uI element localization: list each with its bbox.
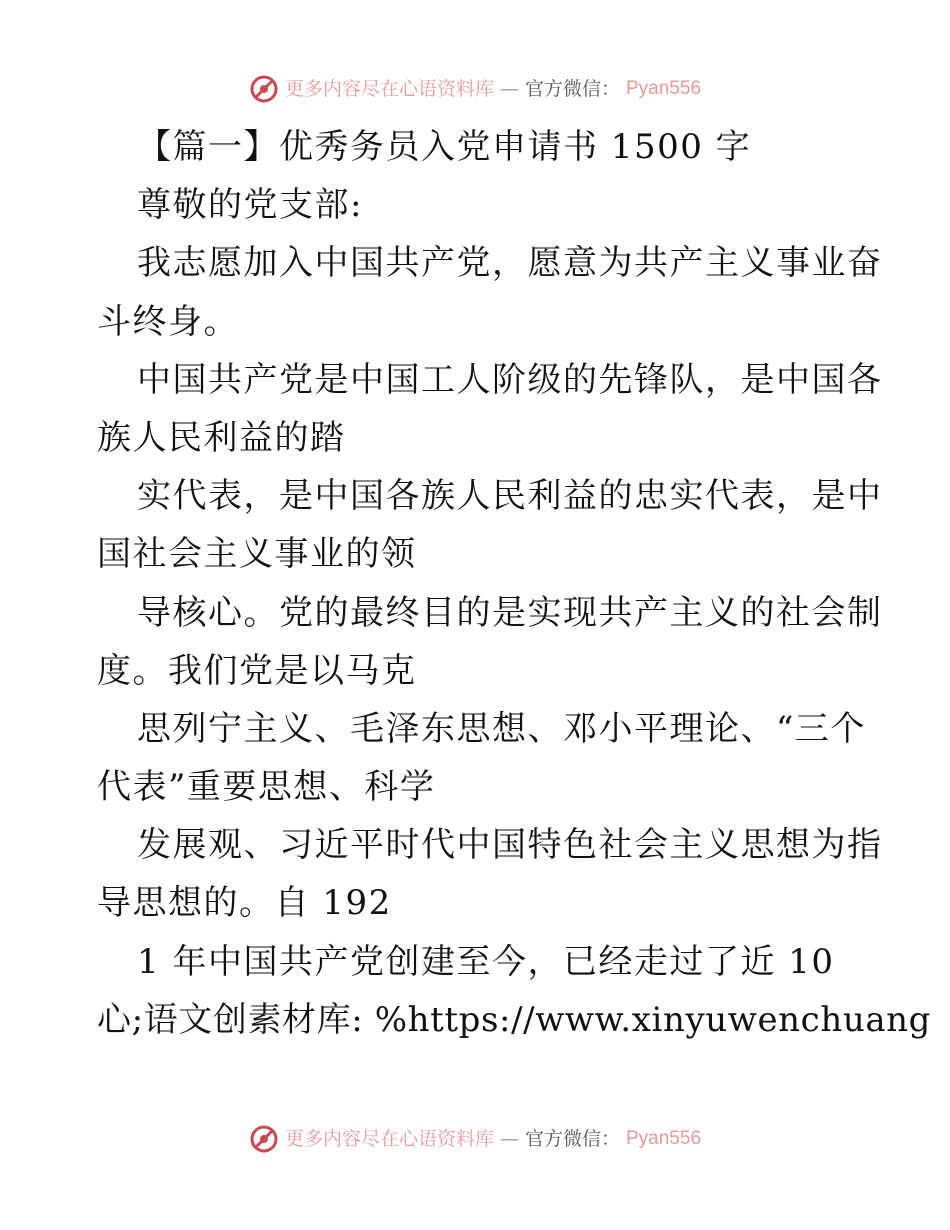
text-line: 族人民利益的踏 (97, 417, 346, 458)
text-line: 国社会主义事业的领 (97, 534, 417, 575)
text-line: 发展观、习近平时代中国特色社会主义思想为指 (137, 825, 883, 866)
banner-separator: — (499, 78, 519, 100)
text-line: 实代表，是中国各族人民利益的忠实代表，是中 (137, 476, 883, 517)
banner-brand-text: 更多内容尽在心语资料库 (284, 1128, 494, 1150)
document-title: 【篇一】优秀务员入党申请书 1500 字 (137, 127, 752, 167)
brand-logo-icon (249, 74, 279, 104)
text-line: 导思想的。自 192 (97, 883, 392, 924)
text-line: 斗终身。 (97, 301, 239, 342)
text-line: 导核心。党的最终目的是实现共产主义的社会制 (137, 592, 883, 633)
banner-official-label: 官方微信： (524, 1128, 620, 1150)
text-line: 代表”重要思想、科学 (97, 767, 436, 808)
banner-wechat-id: Pyan556 (626, 78, 702, 99)
text-line: 度。我们党是以马克 (97, 650, 417, 691)
source-line: 心;语文创素材库: %https://www.xinyuwenchuang (97, 999, 932, 1040)
text-line: 我志愿加入中国共产党，愿意为共产主义事业奋 (137, 243, 883, 284)
banner-official-label: 官方微信： (524, 78, 620, 100)
header-banner (0, 74, 950, 104)
text-line: 中国共产党是中国工人阶级的先锋队，是中国各 (137, 359, 883, 400)
document-body (97, 118, 932, 1049)
banner-wechat-id: Pyan556 (626, 1128, 702, 1149)
salutation: 尊敬的党支部: (137, 185, 363, 226)
banner-brand-text: 更多内容尽在心语资料库 (284, 78, 494, 100)
text-line: 思列宁主义、毛泽东思想、邓小平理论、“三个 (137, 708, 866, 749)
brand-logo-icon (249, 1124, 279, 1154)
footer-banner (0, 1124, 950, 1154)
banner-separator: — (499, 1128, 519, 1150)
text-line: 1 年中国共产党创建至今，已经走过了近 10 (137, 941, 835, 982)
